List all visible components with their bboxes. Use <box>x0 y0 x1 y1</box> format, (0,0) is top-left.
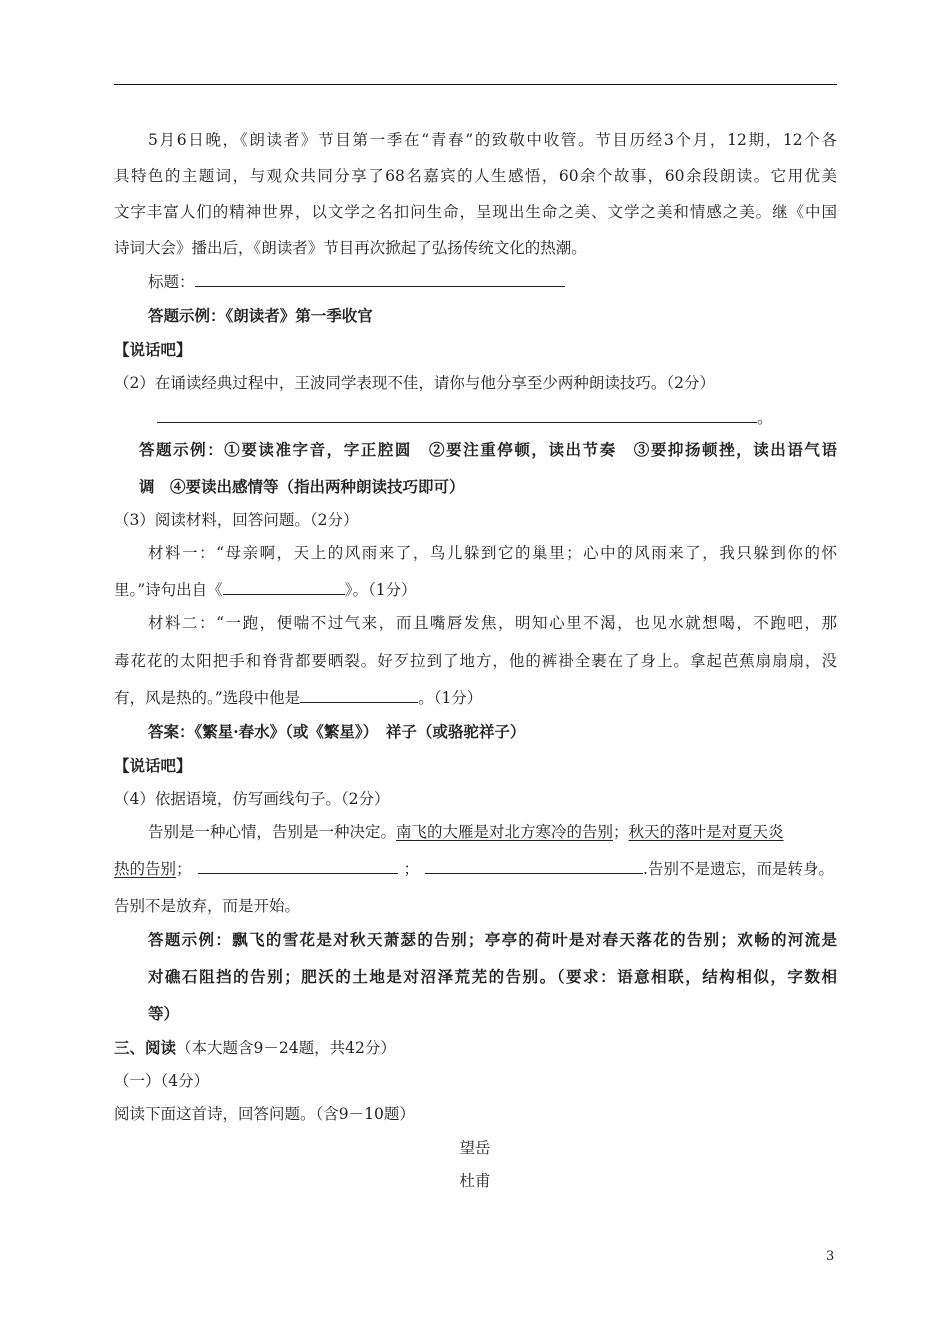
material-1-text: 里。”诗句出自《 <box>114 581 223 599</box>
section-3-sub: （一）（4分） <box>114 1072 210 1090</box>
material-1-line-2 <box>114 580 837 600</box>
section-3-info: （本大题含9－24题，共42分） <box>176 1039 396 1057</box>
material-2-score: 。（1分） <box>418 689 483 707</box>
underlined-sentence-2-end: 热的告别 <box>114 860 177 878</box>
title-label: 标题： <box>148 273 195 291</box>
section-3-title: 三、阅读 <box>114 1038 177 1057</box>
q4-answer-line-1: 答题示例：飘飞的雪花是对秋天萧瑟的告别；亭亭的荷叶是对春天落花的告别；欢畅的河流是 <box>148 930 837 949</box>
q4-separator-3: ； <box>403 860 420 878</box>
material-2-text: 有，风是热的。”选段中他是 <box>114 689 301 707</box>
q4-context-line-2 <box>114 859 837 879</box>
passage-line-1: 5月6日晚，《朗读者》节目第一季在“青春”的致敬中收管。节目历经3个月，12期，12个各 <box>148 131 837 149</box>
q4-separator-2: ； <box>176 860 192 878</box>
underlined-sentence-2: 秋天的落叶是对夏天炎 <box>628 823 784 841</box>
section-3-heading <box>114 1038 837 1058</box>
passage-line-3: 文字丰富人们的精神世界，以文学之名扣问生命，呈现出生命之美、文学之美和情感之美。继《中国 <box>114 203 837 221</box>
q2-answer-line-2: 调 ④要读出感情等（指出两种朗读技巧即可） <box>139 477 465 496</box>
poem-source-blank[interactable] <box>223 580 345 595</box>
title-answer-blank[interactable] <box>195 272 565 287</box>
q4-answer-line-2: 对礁石阻挡的告别；肥沃的土地是对沼泽荒芜的告别。（要求：语意相联，结构相似，字数相 <box>148 967 837 986</box>
q3-answer: 答案：《繁星·春水》（或《繁星》） 祥子（或骆驼祥子） <box>148 722 526 741</box>
q2-question: （2）在诵读经典过程中，王波同学表现不佳，请你与他分享至少两种朗读技巧。（2分） <box>114 374 715 392</box>
q2-answer-blank[interactable] <box>157 408 757 423</box>
q3-question: （3）阅读材料，回答问题。（2分） <box>114 511 359 529</box>
q4-answer-line-3: 等） <box>148 1004 180 1023</box>
material-1-score: 》。（1分） <box>344 581 417 599</box>
section-tag-speak-2: 【说话吧】 <box>114 756 192 775</box>
q4-tail-text: .告别不是遗忘，而是转身。 <box>643 860 834 878</box>
q4-plain-text: 告别是一种心情，告别是一种决定。 <box>148 823 397 841</box>
page-number: 3 <box>826 1249 835 1264</box>
passage-line-4: 诗词大会》播出后，《朗读者》节目再次掀起了弘扬传统文化的热潮。 <box>114 239 587 257</box>
material-2-line-2: 毒花花的太阳把手和脊背都要晒裂。好歹拉到了地方，他的裤褂全裹在了身上。拿起芭蕉扇扇扇，没 <box>114 652 837 670</box>
character-blank[interactable] <box>300 688 418 703</box>
poem-title: 望岳 <box>459 1139 491 1157</box>
material-2-line-1: 材料二：“一跑，便喘不过气来，而且嘴唇发焦，明知心里不渴，也见水就想喝，不跑吧，那 <box>148 614 837 632</box>
header-rule <box>114 84 837 85</box>
poem-author: 杜甫 <box>459 1172 491 1190</box>
imitation-blank-2[interactable] <box>425 859 643 874</box>
q4-separator: ； <box>613 823 629 841</box>
q1-answer: 答题示例：《朗读者》第一季收官 <box>148 306 373 325</box>
underlined-sentence-1: 南飞的大雁是对北方寒冷的告别 <box>396 823 614 841</box>
title-prompt <box>148 272 837 292</box>
q4-question: （4）依据语境，仿写画线句子。（2分） <box>114 790 390 808</box>
imitation-blank-1[interactable] <box>198 859 398 874</box>
q2-end-mark: 。 <box>757 409 773 427</box>
material-2-line-3 <box>114 688 837 708</box>
material-1-line-1: 材料一：“母亲啊，天上的风雨来了，鸟儿躲到它的巢里；心中的风雨来了，我只躲到你的怀 <box>148 544 837 562</box>
q2-answer-line <box>157 408 837 428</box>
section-3-instruction: 阅读下面这首诗，回答问题。（含9－10题） <box>114 1105 415 1123</box>
q4-context-line-3: 告别不是放弃，而是开始。 <box>114 897 301 915</box>
q2-answer-line-1: 答题示例：①要读准字音，字正腔圆 ②要注重停顿，读出节奏 ③要抑扬顿挫，读出语气语 <box>139 440 837 459</box>
q4-context-line-1 <box>148 822 837 842</box>
section-tag-speak: 【说话吧】 <box>114 340 192 359</box>
passage-line-2: 具特色的主题词，与观众共同分享了68名嘉宾的人生感悟，60余个故事，60余段朗读。它用优美 <box>114 167 837 185</box>
